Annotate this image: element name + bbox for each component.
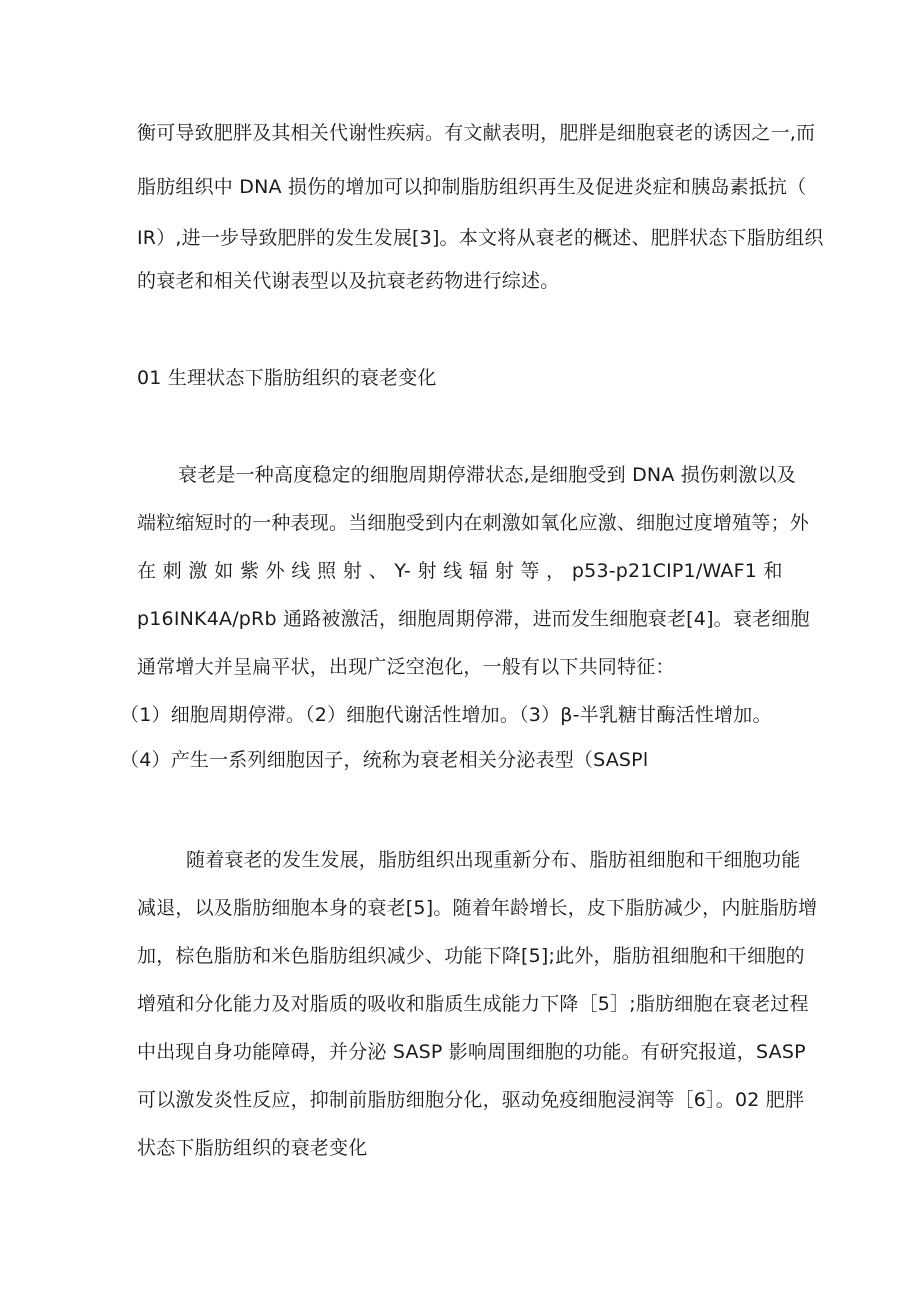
justified-word: 在 (137, 560, 157, 582)
justified-word: p53-p21CIP1/WAF1 (571, 560, 758, 582)
justified-word: Y- (394, 560, 411, 582)
justified-word: 射 (417, 560, 437, 582)
para2-line-6: 可以激发炎性反应，抑制前脂肪细胞分化，驱动免疫细胞浸润等［6］。02 肥胖 (137, 1089, 805, 1111)
para2-line-5: 中出现自身功能障碍，并分泌 SASP 影响周围细胞的功能。有研究报道，SASP (137, 1041, 806, 1063)
justified-word: 、 (368, 560, 388, 582)
para2-line-7: 状态下脂肪组织的衰老变化 (137, 1137, 368, 1159)
intro-line-4: 的衰老和相关代谢表型以及抗衰老药物进行综述。 (137, 270, 560, 292)
intro-line-1: 衡可导致肥胖及其相关代谢性疾病。有文献表明，肥胖是细胞衰老的诱因之一,而 (137, 122, 816, 144)
section1-line-3-justified (137, 559, 783, 583)
para2-line-1: 随着衰老的发生发展，脂肪组织出现重新分布、脂肪祖细胞和干细胞功能 (186, 849, 801, 871)
para2-line-3: 加，棕色脂肪和米色脂肪组织减少、功能下降[5];此外，脂肪祖细胞和干细胞的 (137, 945, 805, 967)
justified-word: 射 (494, 560, 514, 582)
intro-line-2: 脂肪组织中 DNA 损伤的增加可以抑制脂肪组织再生及促进炎症和胰岛素抵抗（ (137, 176, 807, 198)
justified-word: 紫 (239, 560, 260, 582)
justified-word: 外 (265, 560, 285, 582)
para2-line-4: 增殖和分化能力及对脂质的吸收和脂质生成能力下降［5］;脂肪细胞在衰老过程 (137, 993, 809, 1015)
para2-line-2: 减退，以及脂肪细胞本身的衰老[5]。随着年龄增长，皮下脂肪减少，内脏脂肪增 (137, 897, 818, 919)
justified-word: 和 (763, 560, 783, 582)
justified-word: 等 (520, 560, 540, 582)
justified-word: 激 (188, 560, 208, 582)
justified-word: ， (546, 560, 566, 582)
justified-word: 辐 (468, 560, 489, 582)
justified-word: 刺 (162, 560, 182, 582)
section-heading-1: 01 生理状态下脂肪组织的衰老变化 (137, 367, 437, 389)
justified-word: 照 (317, 560, 337, 582)
intro-line-3: IR）,进一步导致肥胖的发生发展[3]。本文将从衰老的概述、肥胖状态下脂肪组织 (137, 227, 824, 249)
justified-word: 线 (443, 560, 463, 582)
section1-line-4: p16INK4A/pRb 通路被激活，细胞周期停滞，进而发生细胞衰老[4]。衰老细胞 (137, 608, 810, 630)
features-line-1: （1）细胞周期停滞。（2）细胞代谢活性增加。（3）β-半乳糖甘酶活性增加。 (120, 704, 772, 726)
section1-line-1: 衰老是一种高度稳定的细胞周期停滞状态,是细胞受到 DNA 损伤刺激以及 (178, 464, 796, 486)
justified-word: 射 (342, 560, 363, 582)
section1-line-2: 端粒缩短时的一种表现。当细胞受到内在刺激如氧化应激、细胞过度增殖等；外 (137, 512, 810, 534)
features-line-2: （4）产生一系列细胞因子，统称为衰老相关分泌表型（SASPl (120, 749, 649, 771)
justified-word: 如 (214, 560, 234, 582)
justified-word: 线 (291, 560, 311, 582)
section1-line-5: 通常增大并呈扁平状，出现广泛空泡化，一般有以下共同特征： (137, 656, 675, 678)
